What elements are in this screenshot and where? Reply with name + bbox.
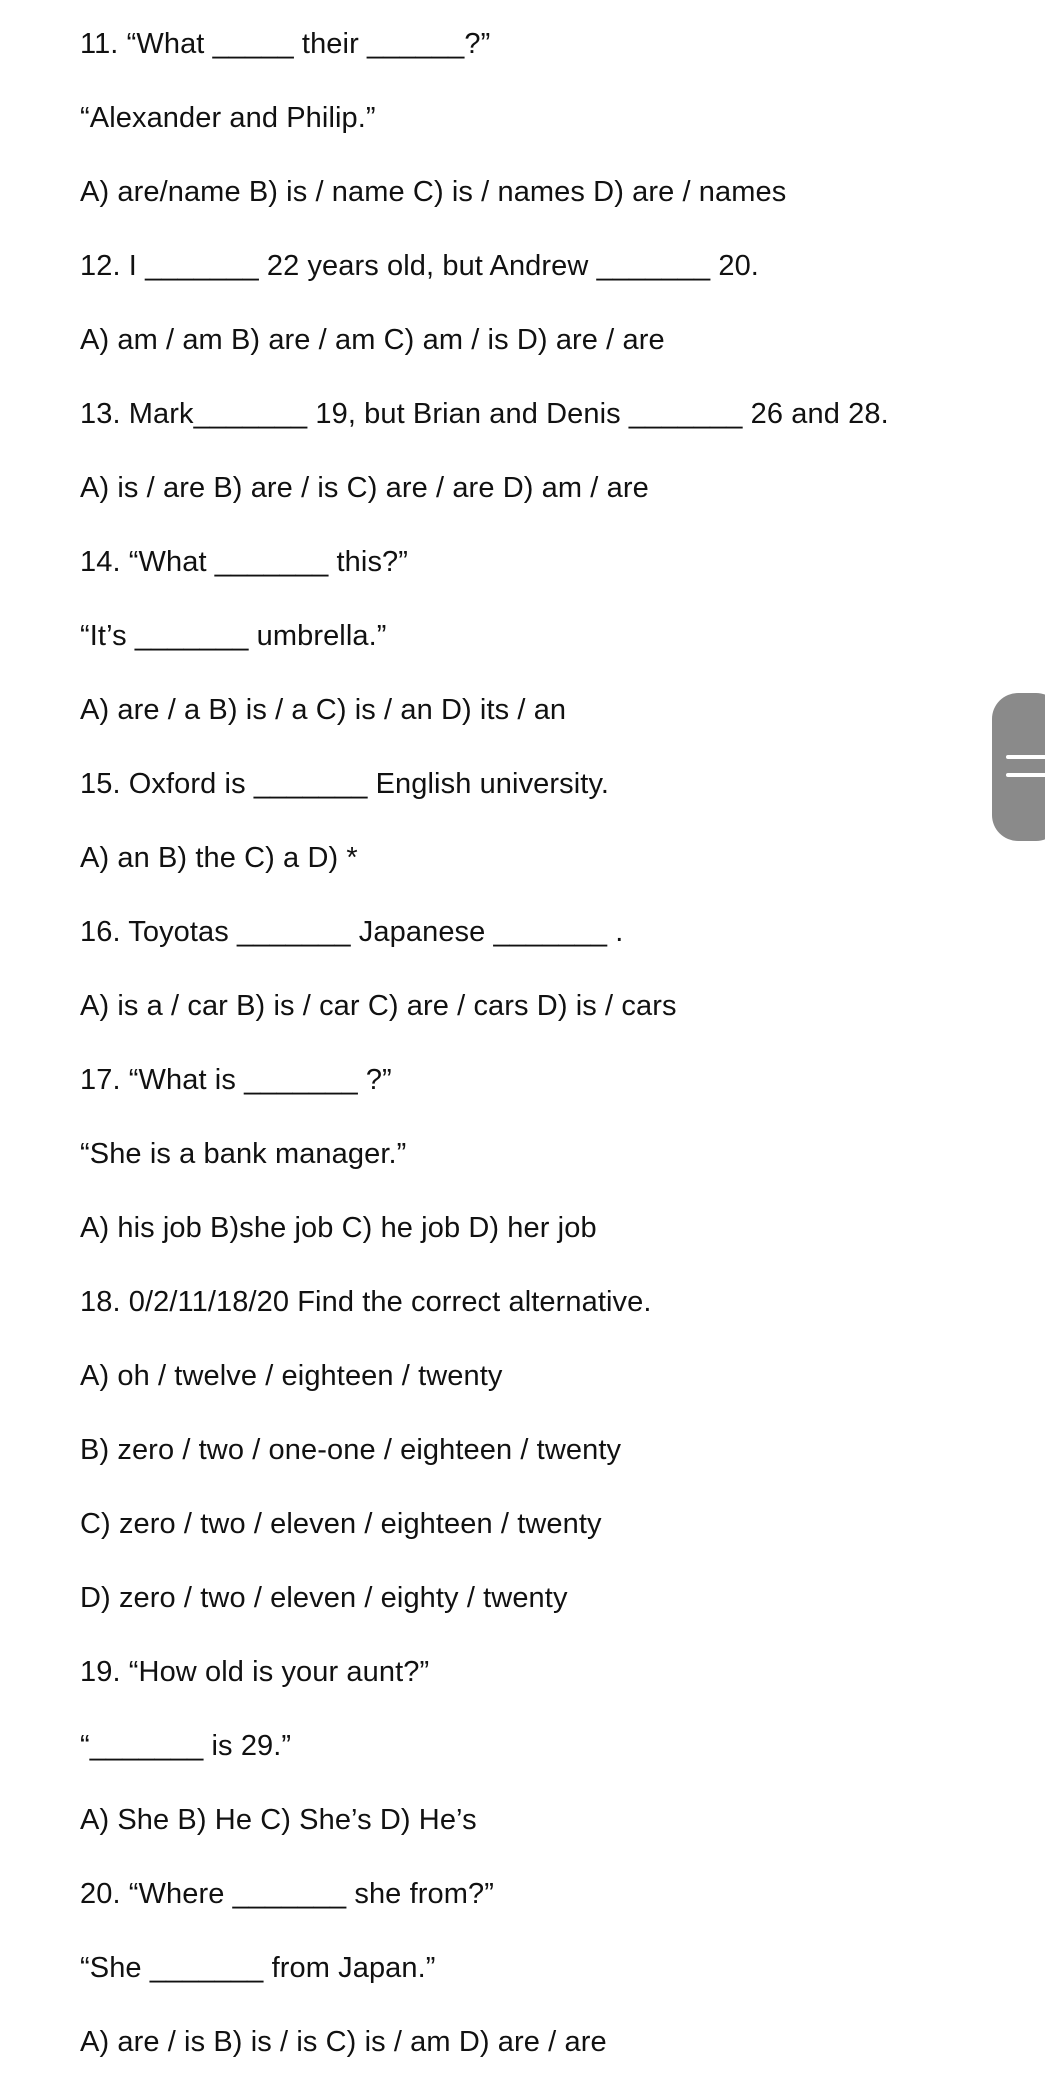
question-17-options: A) his job B)she job C) he job D) her job — [80, 1212, 597, 1244]
question-19-options: A) She B) He C) She’s D) He’s — [80, 1804, 477, 1836]
question-13-prompt: 13. Mark_______ 19, but Brian and Denis _______ 26 and 28. — [80, 398, 889, 430]
drag-handle-icon[interactable] — [992, 693, 1045, 841]
handle-bar-top — [1006, 755, 1045, 759]
question-15-prompt: 15. Oxford is _______ English university. — [80, 768, 610, 800]
question-20-options: A) are / is B) is / is C) is / am D) are / are — [80, 2026, 607, 2058]
question-11-prompt: 11. “What _____ their ______?” — [80, 28, 491, 60]
question-19-answer-text: “_______ is 29.” — [80, 1730, 292, 1762]
question-16-options: A) is a / car B) is / car C) are / cars D) is / cars — [80, 990, 677, 1022]
question-19-prompt: 19. “How old is your aunt?” — [80, 1656, 430, 1688]
handle-bar-bottom — [1006, 773, 1045, 777]
question-18-option-c: C) zero / two / eleven / eighteen / twenty — [80, 1508, 602, 1540]
question-16-prompt: 16. Toyotas _______ Japanese _______ . — [80, 916, 624, 948]
question-20-answer-text: “She _______ from Japan.” — [80, 1952, 436, 1984]
question-13-options: A) is / are B) are / is C) are / are D) am / are — [80, 472, 649, 504]
question-12-prompt: 12. I _______ 22 years old, but Andrew _______ 20. — [80, 250, 759, 282]
question-14-answer-text: “It’s _______ umbrella.” — [80, 620, 387, 652]
question-18-option-b: B) zero / two / one-one / eighteen / twenty — [80, 1434, 622, 1466]
question-11-options: A) are/name B) is / name C) is / names D) are / names — [80, 176, 787, 208]
question-14-options: A) are / a B) is / a C) is / an D) its / an — [80, 694, 567, 726]
question-14-prompt: 14. “What _______ this?” — [80, 546, 409, 578]
question-12-options: A) am / am B) are / am C) am / is D) are / are — [80, 324, 665, 356]
question-18-option-a: A) oh / twelve / eighteen / twenty — [80, 1360, 503, 1392]
question-11-answer-text: “Alexander and Philip.” — [80, 102, 376, 134]
question-20-prompt: 20. “Where _______ she from?” — [80, 1878, 494, 1910]
question-18-option-d: D) zero / two / eleven / eighty / twenty — [80, 1582, 568, 1614]
question-15-options: A) an B) the C) a D) * — [80, 842, 358, 874]
question-17-prompt: 17. “What is _______ ?” — [80, 1064, 392, 1096]
question-18-prompt: 18. 0/2/11/18/20 Find the correct alternative. — [80, 1286, 652, 1318]
question-17-answer-text: “She is a bank manager.” — [80, 1138, 407, 1170]
